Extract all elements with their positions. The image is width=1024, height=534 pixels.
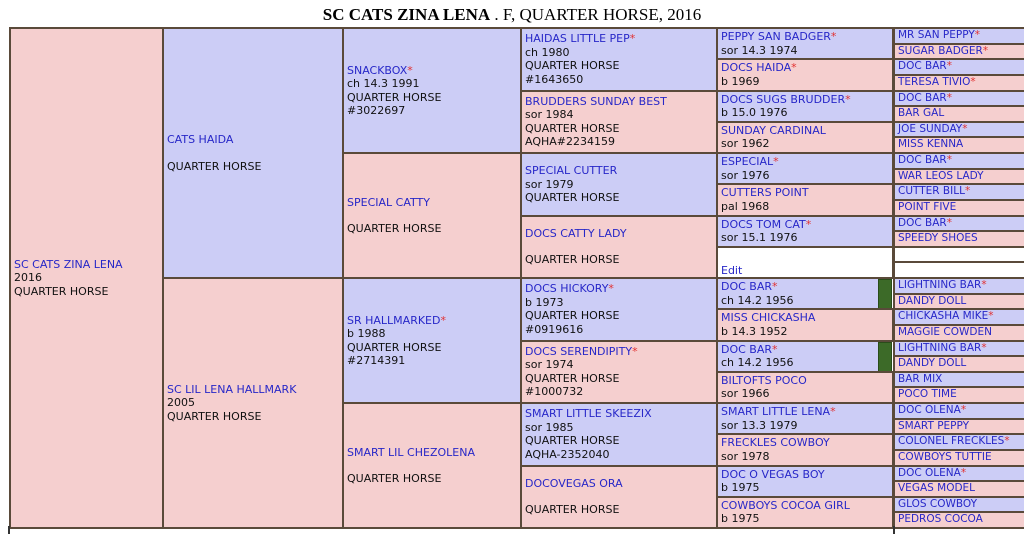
gen4-cell [716, 27, 894, 60]
horse-name-link[interactable] [898, 451, 1023, 465]
horse-name-link[interactable] [898, 138, 1023, 152]
horse-name: BILTOFTS POCO [721, 373, 807, 387]
horse-name-link[interactable] [898, 310, 1023, 324]
gen4-cell [716, 433, 894, 466]
horse-name-link[interactable] [898, 170, 1023, 184]
star-marker: * [946, 216, 952, 229]
horse-name-link[interactable] [898, 326, 1023, 340]
star-marker: * [608, 282, 614, 296]
horse-name-link[interactable] [898, 420, 1023, 434]
horse-name: CHICKASHA MIKE [898, 310, 989, 323]
horse-name: COWBOYS TUTTIE [898, 450, 992, 463]
horse-name-link[interactable] [721, 30, 889, 44]
horse-name-link[interactable] [898, 123, 1023, 137]
gen4-cell [716, 152, 894, 185]
horse-name-link[interactable] [167, 133, 339, 147]
horse-name-link[interactable] [525, 95, 713, 109]
gen3-cell [520, 215, 718, 280]
gen4-cell [716, 121, 894, 154]
star-marker: * [629, 32, 636, 46]
horse-name: DOCS SERENDIPITY [525, 344, 633, 358]
gen4-cell [716, 340, 880, 373]
gen3-cell [520, 402, 718, 467]
horse-info: b 1988 [347, 327, 386, 340]
gen1-dam-cell [162, 277, 344, 529]
star-marker: * [946, 60, 952, 73]
horse-info: sor 1985 [525, 420, 574, 434]
horse-name-link[interactable] [898, 467, 1023, 481]
edit-link[interactable]: Edit [721, 263, 743, 277]
horse-name-link[interactable] [525, 227, 713, 241]
horse-name: POINT FIVE [898, 200, 957, 213]
horse-name-link[interactable] [721, 343, 875, 357]
star-marker: * [440, 313, 446, 327]
horse-name-link[interactable] [721, 405, 889, 419]
horse-name-link[interactable] [898, 498, 1023, 512]
horse-name-link[interactable] [14, 258, 159, 272]
gen4-cell [716, 465, 894, 498]
gen3-cell [520, 90, 718, 155]
horse-info: ch 14.2 1956 [721, 356, 794, 370]
gen4-cell [716, 277, 880, 310]
horse-registration: #1643650 [525, 72, 584, 86]
horse-name: MISS CHICKASHA [721, 311, 816, 325]
horse-info: ch 14.2 1956 [721, 293, 794, 307]
horse-name: FRECKLES COWBOY [721, 436, 830, 450]
horse-name-link[interactable] [898, 45, 1023, 59]
star-marker: * [960, 466, 967, 479]
bottom-divider [8, 526, 10, 534]
horse-name: VEGAS MODEL [898, 482, 976, 495]
horse-breed: QUARTER HORSE [167, 409, 262, 423]
horse-info: ch 1980 [525, 45, 570, 59]
horse-name-link[interactable] [721, 374, 889, 388]
gen4-cell [716, 183, 894, 216]
spacer [347, 209, 517, 222]
star-marker: * [632, 344, 638, 358]
star-marker: * [772, 280, 778, 294]
horse-name: CATS HAIDA [167, 133, 234, 146]
horse-name: DANDY DOLL [898, 357, 967, 370]
horse-breed: QUARTER HORSE [347, 340, 442, 354]
star-marker: * [773, 155, 779, 169]
gen4-cell [716, 90, 894, 123]
horse-registration: #0919616 [525, 322, 584, 336]
horse-year: 2005 [167, 396, 195, 410]
horse-name-link[interactable] [898, 373, 1023, 387]
gen1-sire-cell [162, 27, 344, 279]
horse-name: MAGGIE COWDEN [898, 325, 992, 338]
gen3-cell [520, 465, 718, 530]
title-horse-name: SC CATS ZINA LENA [322, 5, 491, 24]
star-marker: * [791, 61, 797, 75]
gen4-cell [716, 308, 894, 341]
horse-name-link[interactable] [347, 314, 517, 328]
horse-name: LIGHTNING BAR [898, 279, 982, 291]
horse-year: 2016 [14, 271, 42, 285]
star-marker: * [964, 185, 971, 198]
horse-name: LIGHTNING BAR [898, 341, 982, 354]
horse-name-link[interactable] [898, 107, 1023, 121]
horse-breed: QUARTER HORSE [347, 472, 442, 485]
horse-name: BRUDDERS SUNDAY BEST [525, 94, 667, 108]
title-details: . F, QUARTER HORSE, 2016 [494, 5, 702, 24]
horse-registration: #1000732 [525, 385, 584, 399]
horse-name: SPECIAL CUTTER [525, 164, 618, 177]
horse-breed: QUARTER HORSE [525, 434, 620, 448]
horse-name: COLONEL FRECKLES [898, 435, 1005, 448]
horse-name: WAR LEOS LADY [898, 169, 984, 182]
star-marker: * [970, 75, 976, 88]
horse-name: DOC OLENA [898, 404, 961, 416]
gen4-cell [716, 496, 894, 529]
horse-name-link[interactable] [721, 61, 889, 75]
horse-name: DOCS HAIDA [721, 61, 792, 75]
horse-name-link[interactable] [721, 218, 889, 232]
horse-info: sor 14.3 1974 [721, 43, 798, 57]
gen3-cell [520, 340, 718, 405]
star-marker: * [772, 342, 778, 356]
gen4-cell [716, 215, 894, 248]
gen2-ds-cell [342, 277, 522, 404]
expand-handle[interactable] [878, 342, 892, 372]
gen4-edit-cell [716, 246, 894, 279]
horse-registration: #3022697 [347, 104, 406, 117]
horse-breed: QUARTER HORSE [347, 222, 442, 235]
bottom-divider [893, 526, 895, 534]
star-marker: * [960, 404, 967, 416]
horse-info: b 1973 [525, 295, 564, 309]
horse-name-link[interactable] [898, 217, 1023, 231]
horse-registration: AQHA#2234159 [525, 135, 615, 149]
star-marker: * [805, 217, 812, 231]
horse-name-link[interactable] [898, 513, 1023, 527]
horse-name: MR SAN PEPPY [898, 29, 975, 41]
horse-name: SMART PEPPY [898, 419, 970, 432]
gen3-cell [520, 152, 718, 217]
horse-name: SUGAR BADGER [898, 44, 983, 57]
horse-name-link[interactable] [898, 388, 1023, 402]
horse-name: SR HALLMARKED [347, 313, 441, 327]
star-marker: * [981, 341, 987, 354]
horse-name: PEPPY SAN BADGER [721, 30, 831, 44]
horse-breed: QUARTER HORSE [525, 309, 620, 323]
horse-name-link[interactable] [898, 76, 1023, 90]
horse-name: DOCS CATTY LADY [525, 226, 627, 240]
gen3-cell [520, 27, 718, 92]
horse-name-link[interactable] [167, 383, 339, 397]
star-marker: * [946, 154, 952, 166]
horse-name-link[interactable] [898, 435, 1023, 449]
spacer [525, 490, 713, 503]
horse-name-link[interactable] [525, 345, 713, 359]
horse-name: COWBOYS COCOA GIRL [721, 498, 850, 512]
horse-name-link[interactable] [347, 64, 517, 78]
horse-name-link[interactable] [898, 92, 1023, 106]
horse-name: SNACKBOX [347, 63, 408, 77]
horse-name: CUTTERS POINT [721, 186, 809, 200]
horse-name-link[interactable] [898, 357, 1023, 371]
horse-name: DOC BAR [721, 280, 773, 294]
horse-name: SMART LITTLE SKEEZIX [525, 407, 652, 421]
horse-breed: QUARTER HORSE [525, 191, 620, 204]
star-marker: * [946, 91, 952, 104]
gen3-cell [520, 277, 718, 342]
horse-registration: #2714391 [347, 354, 406, 367]
horse-name-link[interactable] [525, 282, 713, 296]
horse-name-link[interactable] [721, 436, 889, 450]
horse-breed: QUARTER HORSE [525, 503, 620, 517]
horse-name-link[interactable] [721, 93, 889, 107]
gen4-cell [716, 371, 894, 404]
horse-name: BAR MIX [898, 372, 943, 385]
horse-name-link[interactable] [721, 499, 889, 513]
horse-name-link[interactable] [525, 477, 713, 491]
horse-name-link[interactable] [721, 186, 889, 200]
horse-info: sor 1974 [525, 358, 574, 372]
horse-name-link[interactable] [898, 295, 1023, 309]
horse-name: GLOS COWBOY [898, 497, 977, 510]
gen2-sd-cell [342, 152, 522, 279]
horse-info: sor 1966 [721, 387, 770, 401]
horse-name-link[interactable] [721, 280, 875, 294]
horse-breed: QUARTER HORSE [167, 159, 262, 173]
star-marker: * [981, 279, 987, 291]
horse-info: sor 1984 [525, 108, 574, 122]
horse-name: DOCS TOM CAT [721, 217, 806, 231]
expand-handle[interactable] [878, 279, 892, 309]
horse-info: pal 1968 [721, 199, 770, 213]
horse-name: DOC OLENA [898, 466, 961, 479]
subject-cell [9, 27, 164, 529]
horse-name: DOC O VEGAS BOY [721, 467, 825, 481]
horse-breed: QUARTER HORSE [347, 90, 442, 104]
spacer [525, 240, 713, 253]
horse-name: SPECIAL CATTY [347, 195, 430, 209]
gen2-ss-cell [342, 27, 522, 154]
horse-info: sor 13.3 1979 [721, 418, 798, 432]
horse-registration: AQHA-2352040 [525, 447, 610, 461]
horse-breed: QUARTER HORSE [525, 59, 620, 73]
horse-name-link[interactable] [347, 446, 517, 460]
horse-name-link[interactable] [347, 196, 517, 210]
horse-name-link[interactable] [525, 164, 713, 178]
horse-info: b 1969 [721, 74, 760, 88]
horse-name-link[interactable] [721, 311, 889, 325]
horse-name-link[interactable] [721, 155, 889, 169]
horse-name-link[interactable] [898, 154, 1023, 168]
gen5-cell [893, 511, 1024, 529]
horse-name-link[interactable] [898, 201, 1023, 215]
horse-breed: QUARTER HORSE [14, 284, 109, 298]
gen2-dd-cell [342, 402, 522, 529]
horse-name: MISS KENNA [898, 138, 964, 151]
horse-name: TERESA TIVIO [898, 75, 971, 88]
horse-name: BAR GAL [898, 107, 945, 120]
gen4-cell [716, 402, 894, 435]
star-marker: * [974, 29, 980, 41]
star-marker: * [962, 122, 968, 135]
horse-info: b 1975 [721, 481, 760, 495]
horse-name-link[interactable] [898, 342, 1023, 356]
horse-info: ch 14.3 1991 [347, 77, 420, 90]
horse-name: HAIDAS LITTLE PEP [525, 32, 630, 46]
horse-info: sor 1979 [525, 177, 574, 191]
horse-name: DOC BAR [898, 91, 947, 104]
horse-name: SMART LITTLE LENA [721, 405, 831, 419]
horse-name-link[interactable] [898, 404, 1023, 418]
horse-name: DOC BAR [898, 60, 947, 73]
horse-name: DOCS HICKORY [525, 282, 609, 296]
horse-info: sor 1978 [721, 449, 770, 463]
horse-name-link[interactable] [525, 32, 713, 46]
horse-name-link[interactable] [898, 482, 1023, 496]
spacer [167, 147, 339, 160]
star-marker: * [830, 405, 836, 419]
horse-name: ESPECIAL [721, 155, 774, 169]
horse-name-link[interactable] [721, 124, 889, 138]
horse-name: DOCS SUGS BRUDDER [721, 92, 846, 106]
horse-info: b 1975 [721, 512, 760, 526]
horse-name: DOC BAR [721, 342, 773, 356]
horse-name: SMART LIL CHEZOLENA [347, 445, 475, 459]
horse-name: DOCOVEGAS ORA [525, 476, 623, 490]
spacer [347, 459, 517, 472]
star-marker: * [982, 44, 989, 57]
horse-name: POCO TIME [898, 388, 957, 401]
horse-name-link[interactable] [525, 407, 713, 421]
horse-name: SUNDAY CARDINAL [721, 123, 826, 137]
star-marker: * [407, 63, 413, 77]
horse-info: sor 15.1 1976 [721, 231, 798, 245]
horse-name: DOC BAR [898, 216, 947, 229]
horse-breed: QUARTER HORSE [525, 253, 620, 267]
horse-name: JOE SUNDAY [898, 122, 963, 135]
gen4-cell [716, 58, 894, 91]
horse-name: DOC BAR [898, 154, 947, 166]
star-marker: * [988, 310, 994, 323]
horse-name: DANDY DOLL [898, 294, 967, 307]
horse-name-link[interactable] [898, 279, 1023, 293]
horse-name: CUTTER BILL [898, 185, 965, 198]
horse-name: SC CATS ZINA LENA [14, 257, 123, 271]
horse-breed: QUARTER HORSE [525, 371, 620, 385]
horse-info: sor 1962 [721, 137, 770, 151]
horse-info: sor 1976 [721, 168, 770, 182]
horse-name-link[interactable] [898, 60, 1023, 74]
star-marker: * [1004, 435, 1010, 448]
horse-info: b 14.3 1952 [721, 324, 788, 338]
page-title [0, 4, 1024, 26]
star-marker: * [845, 92, 851, 106]
horse-info: b 15.0 1976 [721, 106, 788, 120]
horse-name: PEDROS COCOA [898, 513, 983, 526]
horse-name-link[interactable] [898, 232, 1023, 246]
horse-name: SPEEDY SHOES [898, 232, 978, 245]
horse-name: SC LIL LENA HALLMARK [167, 382, 297, 396]
horse-name-link[interactable] [898, 185, 1023, 199]
star-marker: * [830, 30, 837, 44]
horse-name-link[interactable] [898, 29, 1023, 43]
horse-breed: QUARTER HORSE [525, 121, 620, 135]
horse-name-link[interactable] [721, 468, 889, 482]
